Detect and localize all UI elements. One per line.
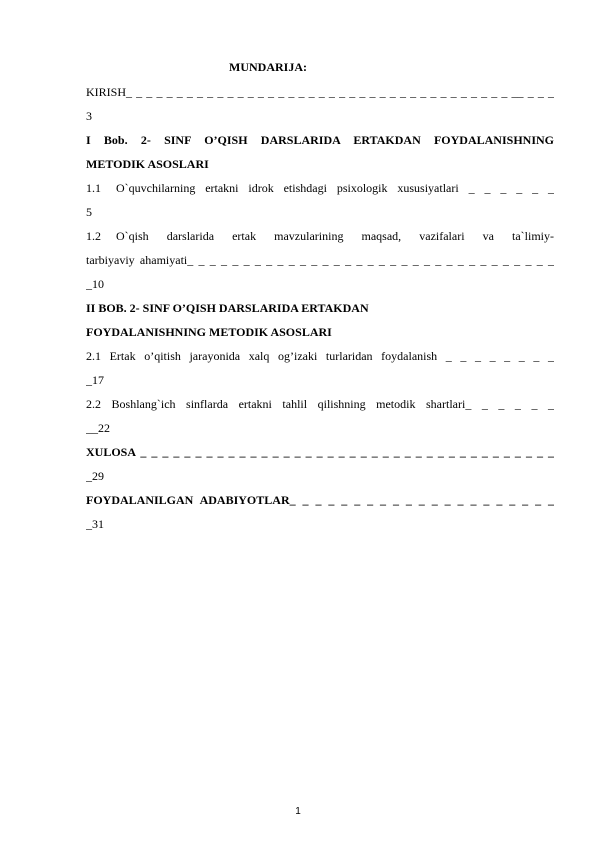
toc-chapter-1-title: I Bob. 2- SINF O’QISH DARSLARIDA ERTAKDAN FOYDALANISHNING (86, 133, 554, 147)
toc-section-number: 1.1 (86, 181, 101, 195)
toc-entry-xulosa: XULOSA _ _ _ _ _ _ _ _ _ _ _ _ _ _ _ _ _ _ _ _ _ _ _ _ _ _ _ _ _ _ _ _ _ _ _ _ _ _ (86, 445, 554, 459)
toc-section-1-1 (86, 176, 554, 200)
toc-entry-kirish: KIRISH_ _ _ _ _ _ _ _ _ _ _ _ _ _ _ _ _ _ _ _ _ _ _ _ _ _ _ _ _ _ _ _ _ _ _ _ _ _ __ _ _ _ (86, 85, 554, 99)
toc-page-number: _17 (86, 373, 104, 387)
toc-chapter-1-title-cont: METODIK ASOSLARI (86, 157, 209, 171)
toc-section-1-2-cont: tarbiyaviy ahamiyati_ _ _ _ _ _ _ _ _ _ _ _ _ _ _ _ _ _ _ _ _ _ _ _ _ _ _ _ _ _ _ _ _ (86, 253, 554, 267)
toc-section-2-1: 2.1 Ertak o’qitish jarayonida xalq og’izaki turlaridan foydalanish _ _ _ _ _ _ _ _ (86, 349, 554, 363)
table-of-contents (86, 55, 554, 536)
toc-section-text: O`quvchilarning ertakni idrok etishdagi psixologik xususiyatlari _ _ _ _ _ _ (116, 181, 554, 195)
toc-page-number: __22 (86, 421, 110, 435)
toc-chapter-2-title: II BOB. 2- SINF O’QISH DARSLARIDA ERTAKDAN (86, 301, 369, 315)
toc-section-1-2 (86, 224, 554, 248)
toc-page-number: _29 (86, 469, 104, 483)
page-title: MUNDARIJA: (229, 60, 307, 74)
page-footer-number: 1 (295, 806, 301, 817)
toc-page-number: 5 (86, 205, 92, 219)
toc-page-number: 3 (86, 109, 92, 123)
toc-section-number: 1.2 (86, 229, 101, 243)
toc-entry-adabiyotlar: FOYDALANILGAN ADABIYOTLAR_ _ _ _ _ _ _ _ _ _ _ _ _ _ _ _ _ _ _ _ _ (86, 493, 554, 507)
toc-section-2-2: 2.2 Boshlang`ich sinflarda ertakni tahlil qilishning metodik shartlari_ _ _ _ _ _ (86, 397, 554, 411)
toc-page-number: _10 (86, 277, 104, 291)
toc-page-number: _31 (86, 517, 104, 531)
toc-section-text: O`qish darslarida ertak mavzularining maqsad, vazifalari va ta`limiy- (116, 229, 554, 243)
toc-chapter-2-title-cont: FOYDALANISHNING METODIK ASOSLARI (86, 325, 332, 339)
